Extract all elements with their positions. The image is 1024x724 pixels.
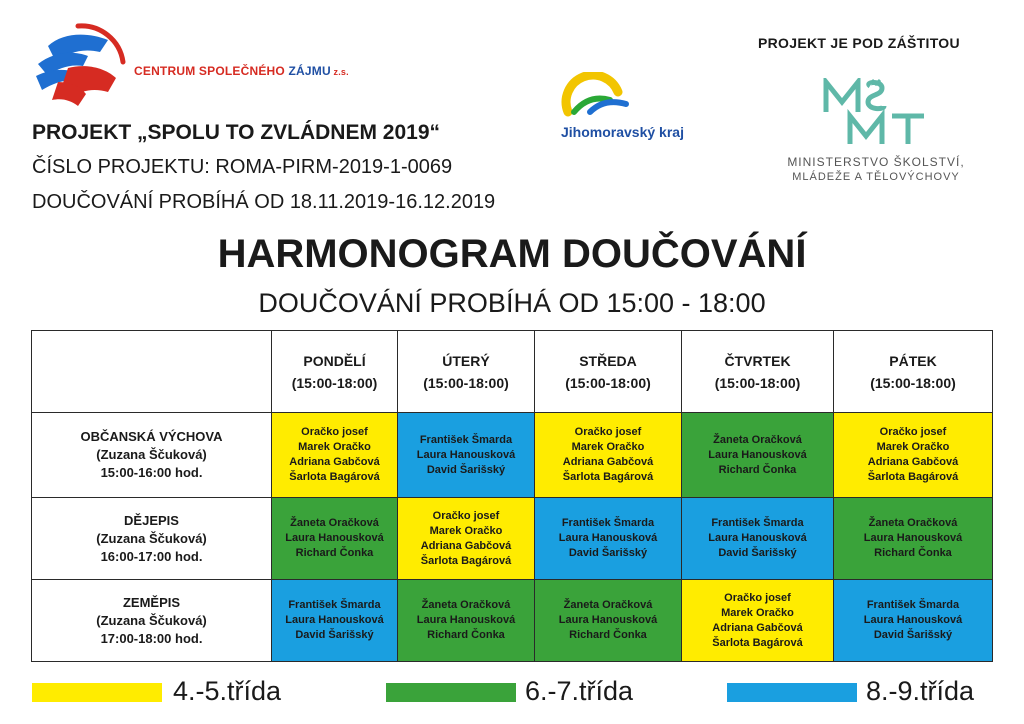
student-name: Richard Čonka — [427, 629, 505, 641]
student-name: Oračko josef — [301, 426, 368, 438]
day-time: (15:00-18:00) — [870, 374, 956, 391]
schedule-table — [31, 330, 993, 662]
student-name: Adriana Gabčová — [712, 621, 803, 634]
student-name: Žaneta Oračková — [713, 433, 802, 446]
student-name: Oračko josef — [879, 426, 947, 438]
day-time: (15:00-18:00) — [423, 374, 509, 391]
student-name: František Šmarda — [288, 599, 381, 611]
day-name: PONDĚLÍ — [303, 352, 366, 369]
table-row — [32, 498, 993, 580]
day-header — [535, 331, 682, 413]
schedule-cell — [398, 580, 535, 662]
student-name: František Šmarda — [561, 517, 655, 529]
schedule-cell — [272, 413, 398, 498]
table-row — [32, 580, 993, 662]
student-name: Žaneta Oračková — [421, 599, 511, 611]
student-name: Marek Oračko — [298, 441, 371, 453]
helping-hands-logo-icon — [28, 22, 128, 112]
student-name: Oračko josef — [724, 591, 791, 604]
subject-teacher: (Zuzana Ščuková) — [96, 530, 207, 546]
schedule-cell — [682, 498, 834, 580]
student-name: Richard Čonka — [718, 463, 797, 476]
project-title: PROJEKT „SPOLU TO ZVLÁDNEM 2019“ — [32, 121, 441, 144]
day-time: (15:00-18:00) — [714, 374, 801, 391]
day-name: STŘEDA — [579, 352, 637, 369]
schedule-cell — [535, 498, 682, 580]
student-name: Šarlota Bagárová — [562, 471, 654, 483]
organization-name-part2: ZÁJMU — [288, 64, 331, 78]
student-name: Šarlota Bagárová — [867, 471, 959, 483]
schedule-cell — [834, 413, 993, 498]
legend-label-grade-4-5: 4.-5.třída — [173, 676, 282, 706]
schedule-cell — [682, 580, 834, 662]
student-name: Laura Hanousková — [708, 532, 807, 544]
student-name: Laura Hanousková — [416, 614, 516, 626]
student-name: Adriana Gabčová — [562, 456, 654, 468]
student-name: Laura Hanousková — [863, 614, 963, 626]
schedule-cell — [272, 580, 398, 662]
subject-teacher: (Zuzana Ščuková) — [96, 612, 207, 628]
organization-name-suffix: z.s. — [330, 67, 349, 77]
legend-label-grade-8-9: 8.-9.třída — [866, 676, 975, 706]
student-name: Oračko josef — [432, 509, 500, 522]
student-name: Richard Čonka — [569, 629, 647, 641]
day-header — [398, 331, 535, 413]
subject-name: DĚJEPIS — [124, 512, 179, 528]
schedule-cell — [398, 413, 535, 498]
schedule-cell — [535, 580, 682, 662]
student-name: Adriana Gabčová — [867, 456, 959, 468]
student-name: Richard Čonka — [874, 547, 952, 559]
subject-cell — [32, 498, 272, 580]
schedule-cell — [834, 580, 993, 662]
page-subtitle: DOUČOVÁNÍ PROBÍHÁ OD 15:00 - 18:00 — [258, 288, 766, 318]
organization-name — [134, 64, 349, 78]
student-name: František Šmarda — [866, 599, 960, 611]
student-name: Laura Hanousková — [708, 448, 807, 461]
region-name: Jihomoravský kraj — [561, 124, 684, 140]
schedule-cell — [272, 498, 398, 580]
student-name: David Šarišský — [426, 463, 506, 476]
subject-name: OBČANSKÁ VÝCHOVA — [80, 429, 223, 444]
legend-swatch-blue — [727, 683, 857, 702]
student-name: Marek Oračko — [571, 441, 645, 453]
day-name: ČTVRTEK — [724, 352, 791, 369]
day-time: (15:00-18:00) — [565, 374, 651, 391]
schedule-cell — [682, 413, 834, 498]
student-name: Marek Oračko — [876, 441, 950, 453]
student-name: František Šmarda — [711, 517, 804, 529]
legend-swatch-yellow — [32, 683, 162, 702]
day-header — [834, 331, 993, 413]
subject-name: ZEMĚPIS — [122, 594, 181, 610]
student-name: Šarlota Bagárová — [712, 636, 803, 649]
student-name: Laura Hanousková — [285, 614, 384, 626]
day-name: PÁTEK — [889, 352, 937, 369]
schedule-cell — [834, 498, 993, 580]
day-time: (15:00-18:00) — [291, 374, 378, 391]
day-name: ÚTERÝ — [442, 352, 490, 369]
student-name: Laura Hanousková — [285, 532, 384, 544]
student-name: František Šmarda — [419, 433, 513, 446]
student-name: David Šarišský — [873, 629, 953, 641]
project-dates: DOUČOVÁNÍ PROBÍHÁ OD 18.11.2019-16.12.2019 — [32, 191, 496, 213]
region-logo-icon — [560, 72, 630, 118]
subject-time: 15:00-16:00 hod. — [100, 465, 203, 480]
student-name: Žaneta Oračková — [563, 599, 653, 611]
student-name: Šarlota Bagárová — [289, 471, 380, 483]
legend-swatch-green — [386, 683, 516, 702]
project-number: ČÍSLO PROJEKTU: ROMA-PIRM-2019-1-0069 — [32, 156, 453, 178]
student-name: David Šarišský — [295, 629, 374, 641]
student-name: David Šarišský — [568, 547, 648, 559]
empty-corner-cell — [32, 331, 272, 413]
student-name: Marek Oračko — [721, 606, 794, 619]
student-name: Šarlota Bagárová — [420, 554, 512, 567]
student-name: Oračko josef — [574, 426, 642, 438]
student-name: Laura Hanousková — [558, 532, 658, 544]
student-name: Richard Čonka — [295, 547, 374, 559]
ministry-logo-icon — [820, 78, 930, 148]
ministry-name-line1: MINISTERSTVO ŠKOLSTVÍ, — [787, 155, 965, 169]
student-name: David Šarišský — [718, 547, 797, 559]
student-name: Laura Hanousková — [558, 614, 658, 626]
subject-cell — [32, 413, 272, 498]
student-name: Žaneta Oračková — [868, 517, 958, 529]
subject-cell — [32, 580, 272, 662]
day-header — [272, 331, 398, 413]
student-name: Žaneta Oračková — [290, 517, 379, 529]
legend-label-grade-6-7: 6.-7.třída — [525, 676, 634, 706]
schedule-header-row — [32, 331, 993, 413]
student-name: Adriana Gabčová — [420, 539, 512, 552]
page-title: HARMONOGRAM DOUČOVÁNÍ — [217, 232, 807, 276]
student-name: Laura Hanousková — [863, 532, 963, 544]
ministry-name-line2: MLÁDEŽE A TĚLOVÝCHOVY — [792, 171, 960, 183]
organization-name-part1: CENTRUM SPOLEČNÉHO — [134, 64, 289, 78]
patronage-heading: PROJEKT JE POD ZÁŠTITOU — [758, 35, 960, 51]
student-name: Marek Oračko — [429, 524, 503, 537]
subject-time: 16:00-17:00 hod. — [100, 548, 203, 564]
student-name: Laura Hanousková — [416, 448, 516, 461]
schedule-cell — [535, 413, 682, 498]
subject-teacher: (Zuzana Ščuková) — [96, 447, 207, 462]
student-name: Adriana Gabčová — [289, 456, 380, 468]
subject-time: 17:00-18:00 hod. — [100, 630, 203, 646]
table-row — [32, 413, 993, 498]
schedule-cell — [398, 498, 535, 580]
day-header — [682, 331, 834, 413]
